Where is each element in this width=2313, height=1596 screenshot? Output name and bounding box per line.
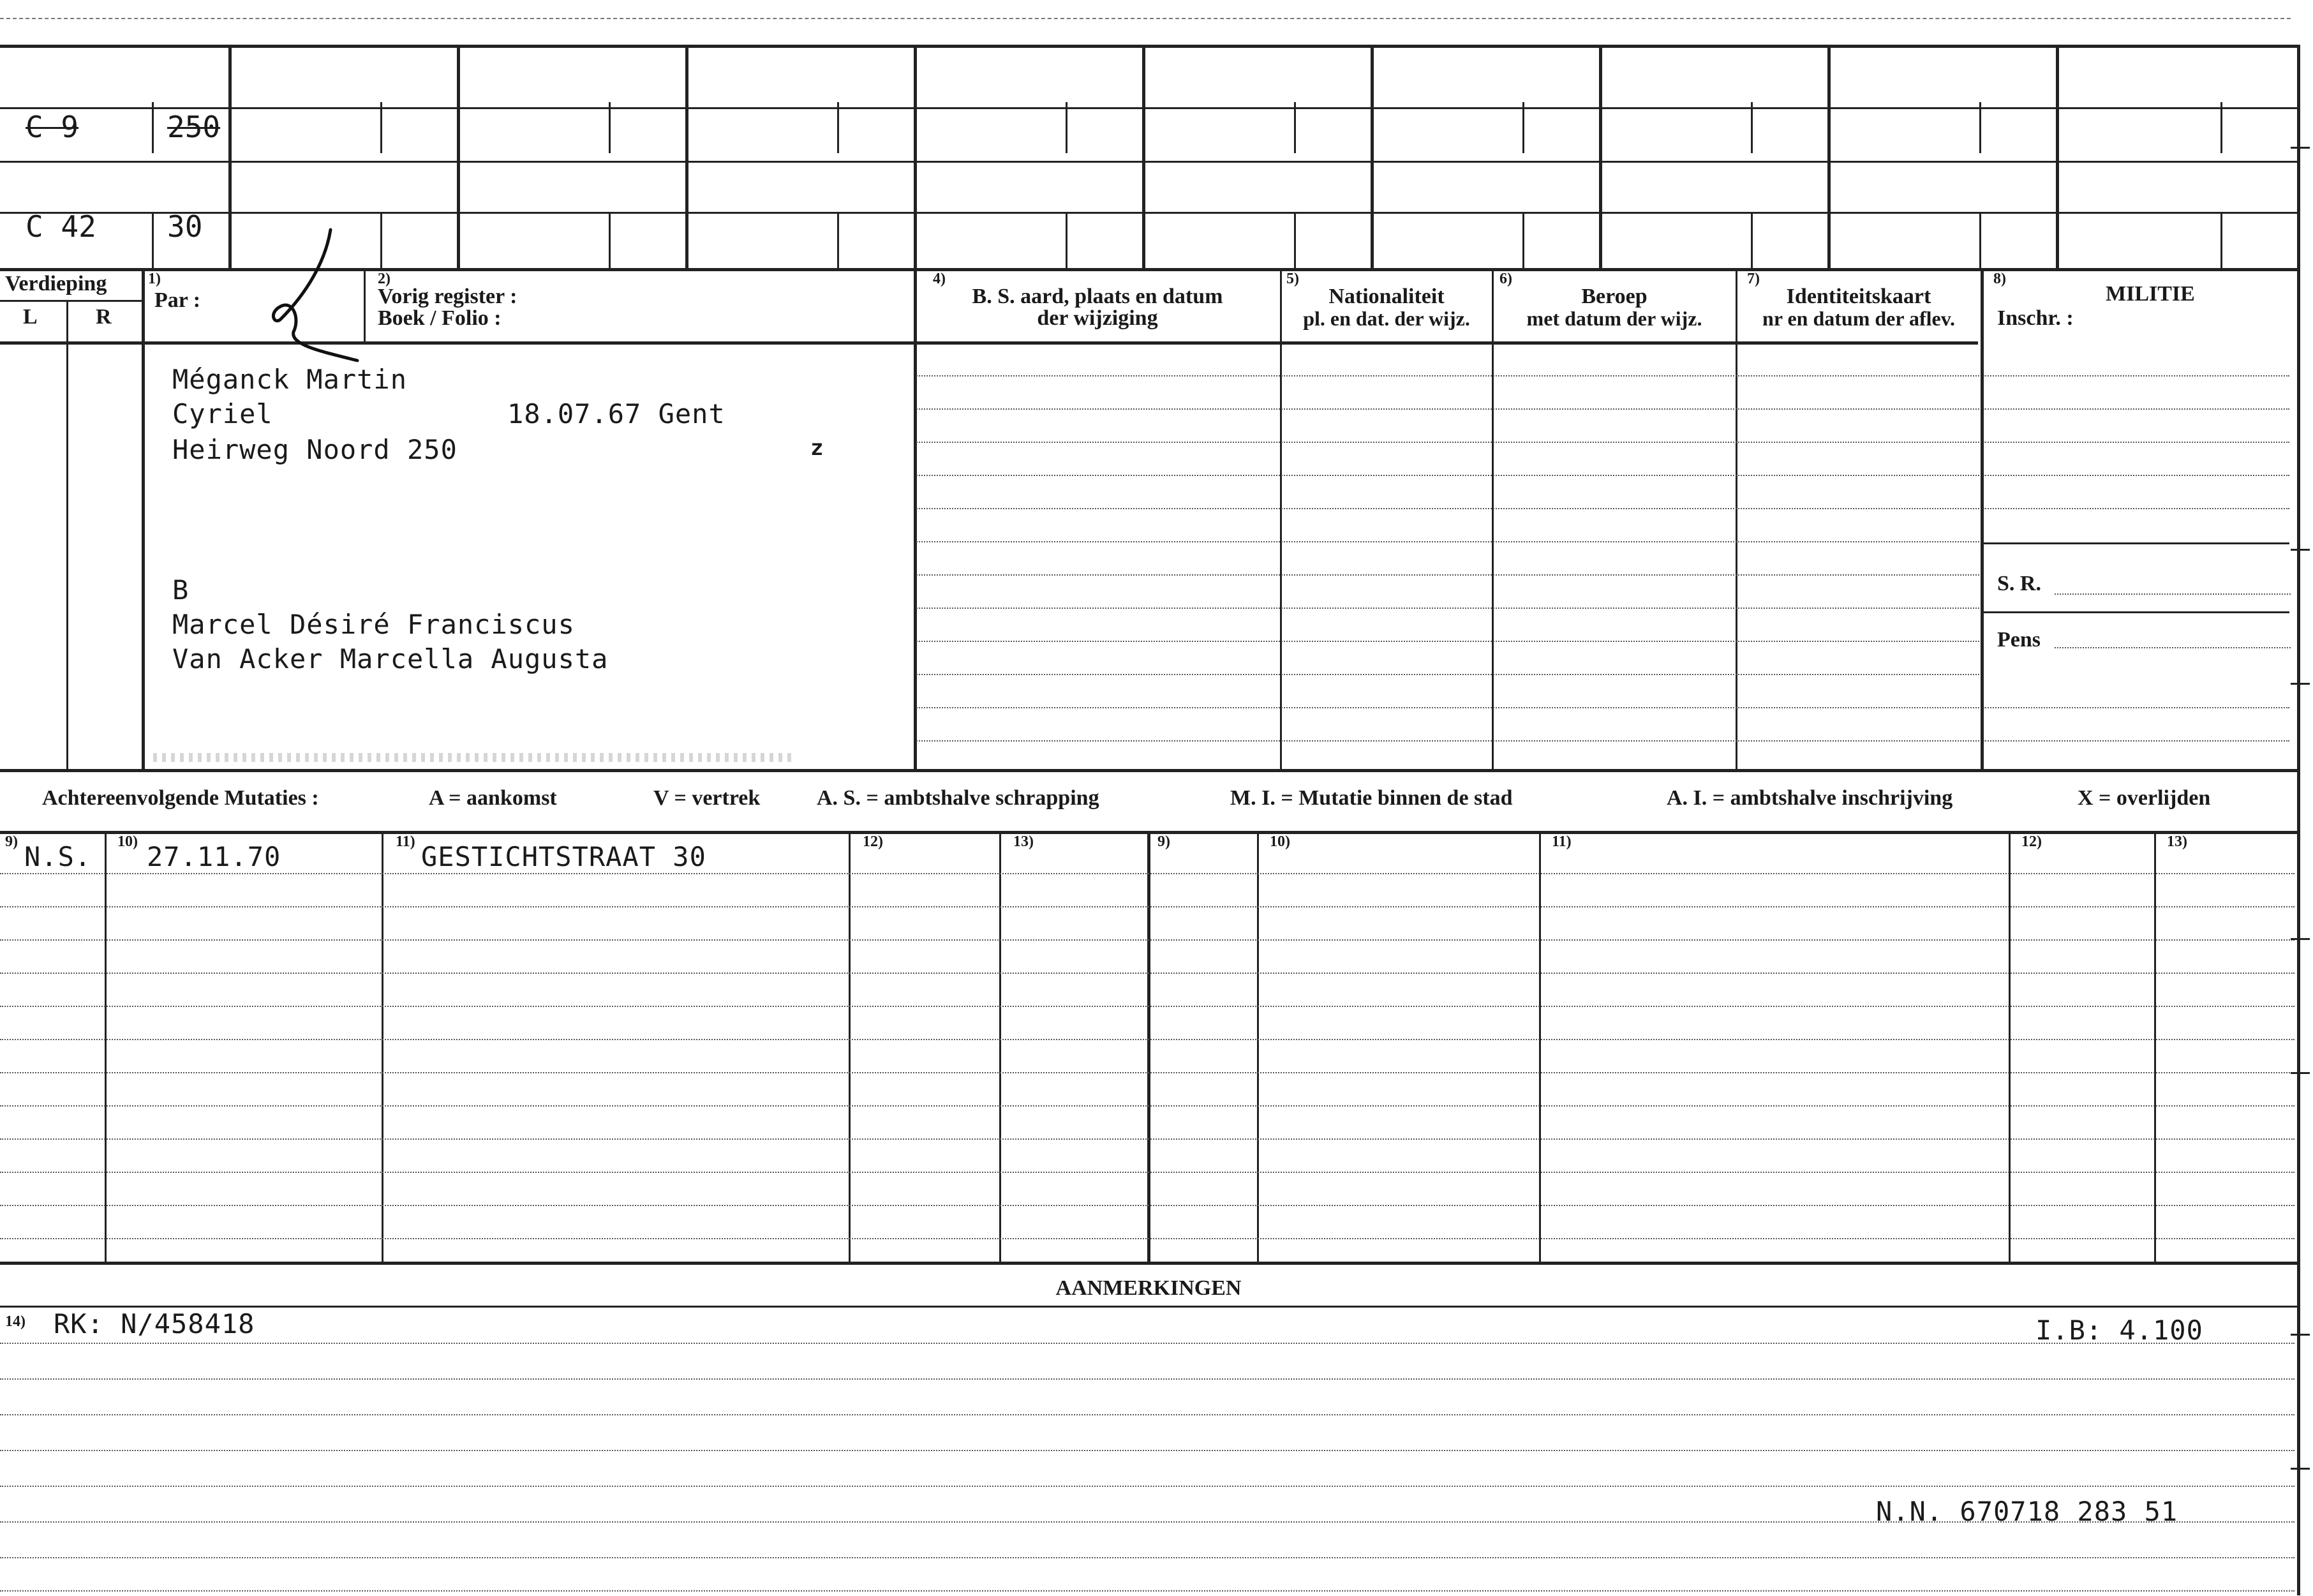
col14-number: 14) (5, 1313, 26, 1330)
mother-name: Van Acker Marcella Augusta (172, 643, 609, 675)
mutation-address: GESTICHTSTRAAT 30 (421, 841, 706, 872)
birth-date-place: 18.07.67 Gent (507, 398, 725, 429)
ib-number: I.B: 4.100 (2035, 1315, 2203, 1346)
legend-mutatie-stad: M. I. = Mutatie binnen de stad (1230, 786, 1513, 810)
person-name: Méganck Martin (172, 364, 408, 395)
father-name: Marcel Désiré Franciscus (172, 609, 575, 640)
mutaties-label: Achtereenvolgende Mutaties : (42, 786, 319, 810)
beroep-header-line1: Beroep (1581, 285, 1647, 308)
section-code: C 42 (26, 209, 96, 244)
mut-col11-left: 11) (396, 833, 415, 850)
mut-col13-left: 13) (1013, 833, 1034, 850)
legend-aankomst: A = aankomst (429, 786, 557, 810)
inschr-label: Inschr. : (1997, 306, 2074, 330)
col1-number: 1) (148, 271, 161, 287)
col5-number: 5) (1286, 271, 1299, 287)
old-house-number: 250 (167, 110, 221, 144)
mutaties-legend (0, 786, 2297, 817)
legend-schrapping: A. S. = ambtshalve schrapping (817, 786, 1099, 810)
scan-smudge (153, 753, 791, 762)
mut-col10-left: 10) (117, 833, 138, 850)
rk-number: RK: N/458418 (54, 1308, 255, 1339)
aanmerkingen-title: AANMERKINGEN (1055, 1276, 1242, 1300)
person-address: Heirweg Noord 250 (172, 434, 457, 465)
beroep-header-line2: met datum der wijz. (1526, 307, 1702, 330)
nationaliteit-header-line1: Nationaliteit (1328, 285, 1445, 308)
par-label: Par : (154, 288, 201, 312)
signature-scribble (255, 223, 376, 370)
mut-col13-right: 13) (2167, 833, 2187, 850)
mutation-type: N.S. (24, 841, 92, 872)
verdieping-label: Verdieping (5, 272, 107, 295)
mut-col10-right: 10) (1270, 833, 1290, 850)
legend-vertrek: V = vertrek (653, 786, 761, 810)
legend-inschrijving: A. I. = ambtshalve inschrijving (1667, 786, 1953, 810)
identiteitskaart-header-line2: nr en datum der aflev. (1762, 307, 1955, 330)
boek-folio-label: Boek / Folio : (378, 306, 502, 330)
house-number: 30 (167, 209, 203, 244)
old-section-code: C 9 (26, 110, 79, 144)
col2-number: 2) (378, 271, 390, 287)
mutation-date: 27.11.70 (147, 841, 281, 872)
national-number: N.N. 670718 283 51 (1876, 1496, 2178, 1527)
identiteitskaart-header-line1: Identiteitskaart (1786, 285, 1931, 308)
legend-overlijden: X = overlijden (2078, 786, 2211, 810)
nationaliteit-header-line2: pl. en dat. der wijz. (1303, 307, 1470, 330)
mut-col9-left: 9) (5, 833, 18, 850)
militie-title: MILITIE (2106, 282, 2195, 306)
mut-col12-left: 12) (863, 833, 883, 850)
pens-label: Pens (1997, 628, 2041, 652)
relation-code: B (172, 574, 190, 606)
col8-number: 8) (1993, 271, 2006, 287)
person-first-name: Cyriel (172, 398, 273, 429)
status-mark: z (810, 435, 824, 461)
bs-header-line1: B. S. aard, plaats en datum (972, 285, 1223, 308)
mut-col9-right: 9) (1157, 833, 1170, 850)
mut-col12-right: 12) (2021, 833, 2042, 850)
vorig-register-label: Vorig register : (378, 285, 517, 308)
sr-label: S. R. (1997, 572, 2041, 595)
col4-number: 4) (933, 271, 946, 287)
col6-number: 6) (1499, 271, 1512, 287)
verdieping-left-label: L (23, 305, 38, 329)
mut-col11-right: 11) (1552, 833, 1572, 850)
bs-header-line2: der wijziging (1037, 306, 1158, 330)
col7-number: 7) (1747, 271, 1760, 287)
verdieping-right-label: R (96, 305, 112, 329)
